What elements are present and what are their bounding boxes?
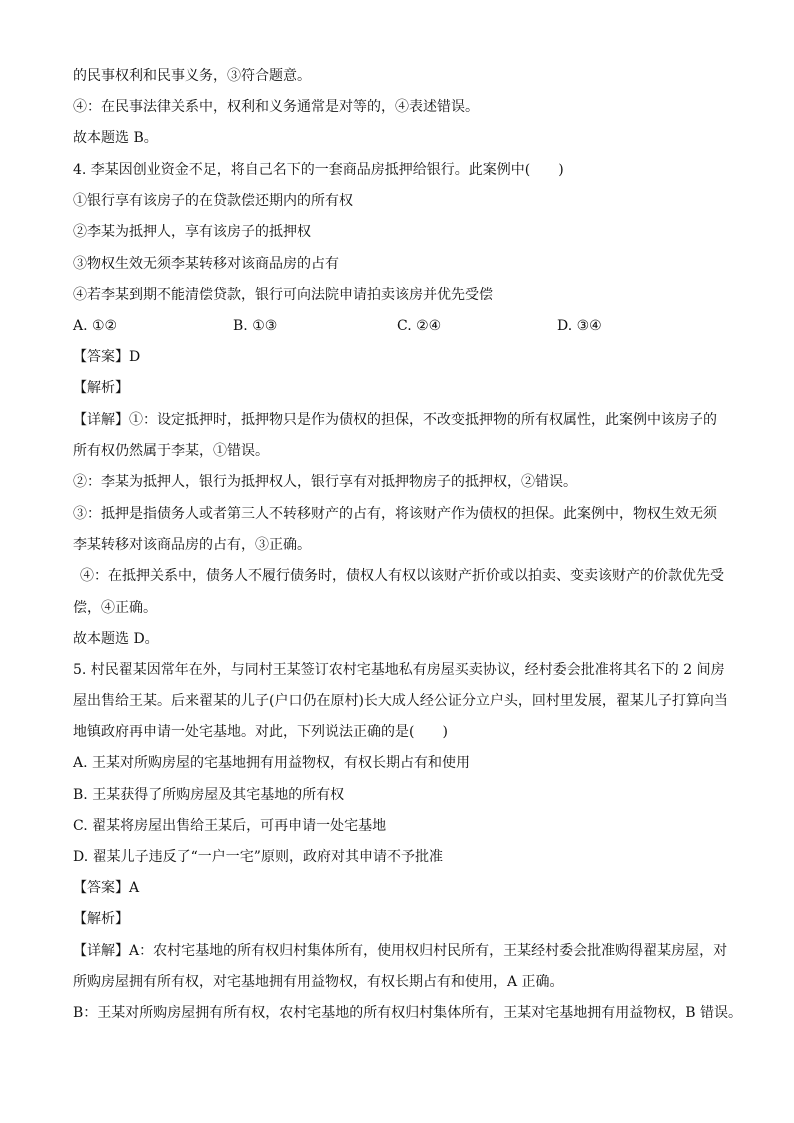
question-4-stem: 4. 李某因创业资金不足，将自己名下的一套商品房抵押给银行。此案例中( ) [73,162,564,178]
question-4-statement-3: ③物权生效无须李某转移对该商品房的占有 [73,256,339,272]
text-line: ②：李某为抵押人，银行为抵押权人，银行享有对抵押物房子的抵押权，②错误。 [73,474,577,490]
text-line: 故本题选 B。 [73,130,158,146]
question-5-option-a: A. 王某对所购房屋的宅基地拥有用益物权，有权长期占有和使用 [73,755,471,771]
question-4-conclusion: 故本题选 D。 [73,631,159,647]
text-line: B：王某对所购房屋拥有所有权，农村宅基地的所有权归村集体所有，王某对宅基地拥有用益物权，B 错误。 [73,1005,743,1021]
question-4-option-d: D. ③④ [557,318,602,334]
text-line: 所有权仍然属于李某，①错误。 [73,443,269,459]
text-line: 所购房屋拥有所有权，对宅基地拥有用益物权，有权长期占有和使用，A 正确。 [73,974,564,990]
text-line: 【详解】A：农村宅基地的所有权归村集体所有，使用权归村民所有，王某经村委会批准购得翟某房屋，对 [73,943,728,959]
text-line: ③：抵押是指债务人或者第三人不转移财产的占有，将该财产作为债权的担保。此案例中，物权生效无须 [73,506,717,522]
question-4-option-a: A. ①② [73,318,118,334]
text-line: ④：在民事法律关系中，权利和义务通常是对等的，④表述错误。 [73,99,479,115]
question-4-answer: 【答案】D [73,349,141,365]
question-4-statement-4: ④若李某到期不能清偿贷款，银行可向法院申请拍卖该房并优先受偿 [73,287,493,303]
question-4-statement-2: ②李某为抵押人，享有该房子的抵押权 [73,224,311,240]
question-4-analysis-heading: 【解析】 [73,380,129,396]
question-4-option-c: C. ②④ [397,318,442,334]
question-5-option-d: D. 翟某儿子违反了“一户一宅”原则，政府对其申请不予批准 [73,849,443,865]
question-5-option-b: B. 王某获得了所购房屋及其宅基地的所有权 [73,787,345,803]
text-line: ④：在抵押关系中，债务人不履行债务时，债权人有权以该财产折价或以拍卖、变卖该财产的价款优先受 [80,568,724,584]
question-4-option-b: B. ①③ [233,318,278,334]
question-5-answer: 【答案】A [73,880,140,896]
question-5-stem: 屋出售给王某。后来翟某的儿子(户口仍在原村)长大成人经公证分立户头，回村里发展，翟某儿子打算向当 [73,693,728,709]
question-5-stem: 地镇政府再申请一处宅基地。对此，下列说法正确的是( ) [73,724,448,740]
question-5-stem: 5. 村民翟某因常年在外，与同村王某签订农村宅基地私有房屋买卖协议，经村委会批准将其名下的 2 间房 [73,662,725,678]
question-5-option-c: C. 翟某将房屋出售给王某后，可再申请一处宅基地 [73,818,387,834]
text-line: 【详解】①：设定抵押时，抵押物只是作为债权的担保，不改变抵押物的所有权属性，此案例中该房子的 [73,412,717,428]
text-line: 的民事权利和民事义务，③符合题意。 [73,68,311,84]
text-line: 偿，④正确。 [73,600,157,616]
question-5-analysis-heading: 【解析】 [73,911,129,927]
text-line: 李某转移对该商品房的占有，③正确。 [73,537,311,553]
question-4-statement-1: ①银行享有该房子的在贷款偿还期内的所有权 [73,193,353,209]
